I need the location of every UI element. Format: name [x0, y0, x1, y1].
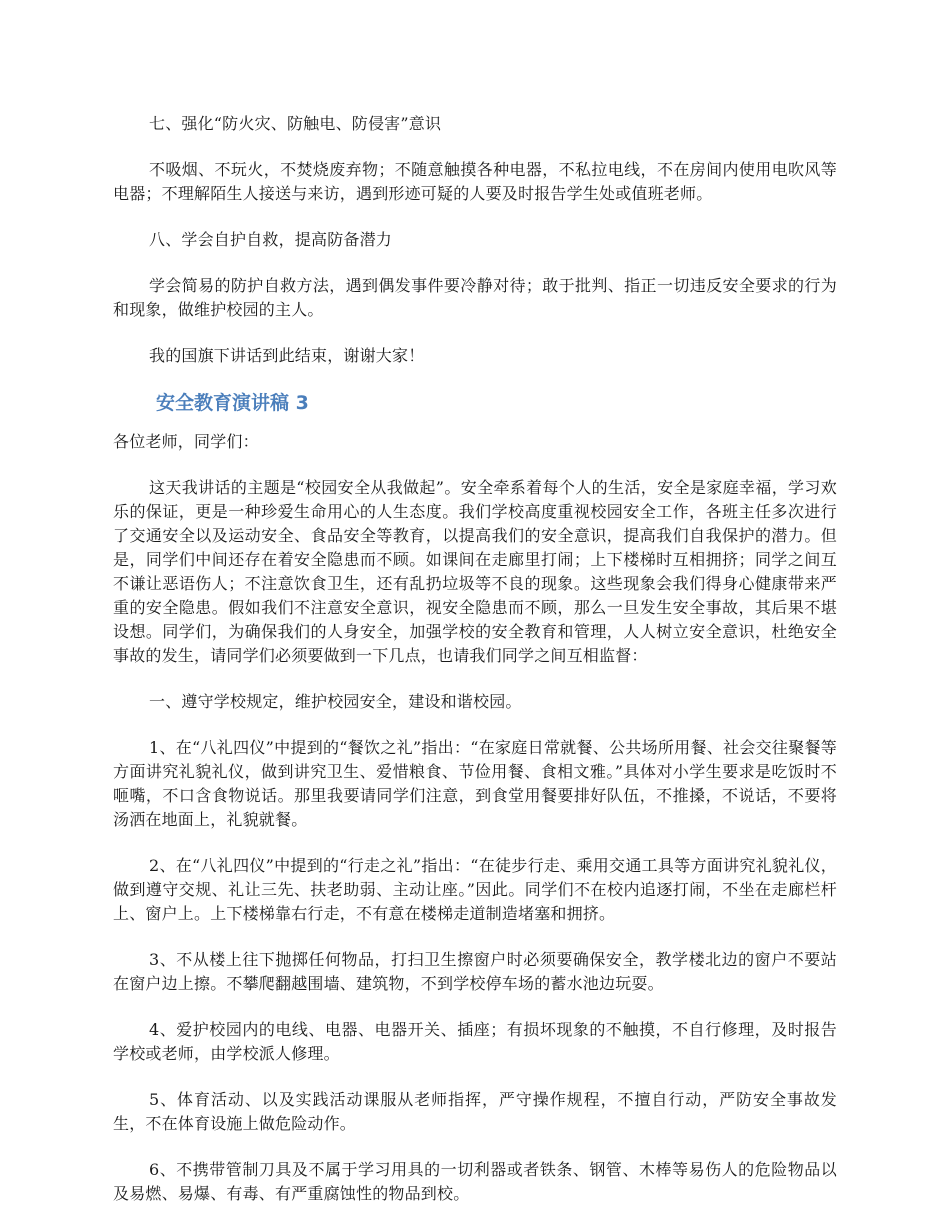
paragraph-fire-safety: 不吸烟、不玩火，不焚烧废弃物；不随意触摸各种电器，不私拉电线，不在房间内使用电吹风等电器；不理解陌生人接送与来访，遇到形迹可疑的人要及时报告学生处或值班老师。 [113, 160, 837, 203]
paragraph-item-5: 5、体育活动、以及实践活动课服从老师指挥，严守操作规程，不擅自行动，严防安全事故发生，不在体育设施上做危险动作。 [113, 1090, 837, 1133]
paragraph-item-6: 6、不携带管制刀具及不属于学习用具的一切利器或者铁条、钢管、木棒等易伤人的危险物品以及易燃、易爆、有毒、有严重腐蚀性的物品到校。 [113, 1160, 837, 1203]
paragraph-item-4: 4、爱护校园内的电线、电器、电器开关、插座；有损坏现象的不触摸，不自行修理，及时报告学校或老师，由学校派人修理。 [113, 1020, 837, 1063]
paragraph-item-3: 3、不从楼上往下抛掷任何物品，打扫卫生擦窗户时必须要确保安全，教学楼北边的窗户不要站在窗户边上擦。不攀爬翻越围墙、建筑物，不到学校停车场的蓄水池边玩耍。 [113, 950, 837, 993]
paragraph-intro: 这天我讲话的主题是“校园安全从我做起”。安全牵系着每个人的生活，安全是家庭幸福，学习欢乐的保证，更是一种珍爱生命用心的人生态度。我们学校高度重视校园安全工作，各班主任多次进行了交通安全以及运动安全、食品安全等教育，以提高我们的安全意识，提高我们自我保护的潜力。但是，同学们中间还存在着安全隐患而不顾。如课间在走廊里打闹；上下楼梯时互相拥挤；同学之间互不谦让恶语伤人；不注意饮食卫生，还有乱扔垃圾等不良的现象。这些现象会我们得身心健康带来严重的安全隐患。假如我们不注意安全意识，视安全隐患而不顾，那么一旦发生安全事故，其后果不堪设想。同学们，为确保我们的人身安全，加强学校的安全教育和管理，人人树立安全意识，杜绝安全事故的发生，请同学们必须要做到一下几点，也请我们同学之间互相监督： [113, 478, 837, 665]
paragraph-self-rescue: 学会简易的防护自救方法，遇到偶发事件要冷静对待；敢于批判、指正一切违反安全要求的行为和现象，做维护校园的主人。 [113, 276, 837, 319]
greeting: 各位老师，同学们： [113, 432, 259, 451]
paragraph-item-1: 1、在“八礼四仪”中提到的“餐饮之礼”指出：“在家庭日常就餐、公共场所用餐、社会交往聚餐等方面讲究礼貌礼仪，做到讲究卫生、爱惜粮食、节俭用餐、食相文雅。”具体对小学生要求是吃饭时不咂嘴，不口含食物说话。那里我要请同学们注意，到食堂用餐要排好队伍，不推搡，不说话，不要将汤洒在地面上，礼貌就餐。 [113, 738, 837, 829]
speech-heading: 安全教育演讲稿 3 [156, 392, 309, 414]
section-title-seven: 七、强化“防火灾、防触电、防侵害”意识 [149, 114, 442, 133]
paragraph-closing: 我的国旗下讲话到此结束，谢谢大家！ [149, 346, 425, 365]
section-title-one: 一、遵守学校规定，维护校园安全，建设和谐校园。 [149, 692, 522, 711]
paragraph-item-2: 2、在“八礼四仪”中提到的“行走之礼”指出：“在徒步行走、乘用交通工具等方面讲究礼貌礼仪，做到遵守交规、礼让三先、扶老助弱、主动让座。”因此。同学们不在校内追逐打闹，不坐在走廊栏杆上、窗户上。上下楼梯靠右行走，不有意在楼梯走道制造堵塞和拥挤。 [113, 856, 837, 923]
section-title-eight: 八、学会自护自救，提高防备潜力 [149, 230, 393, 249]
